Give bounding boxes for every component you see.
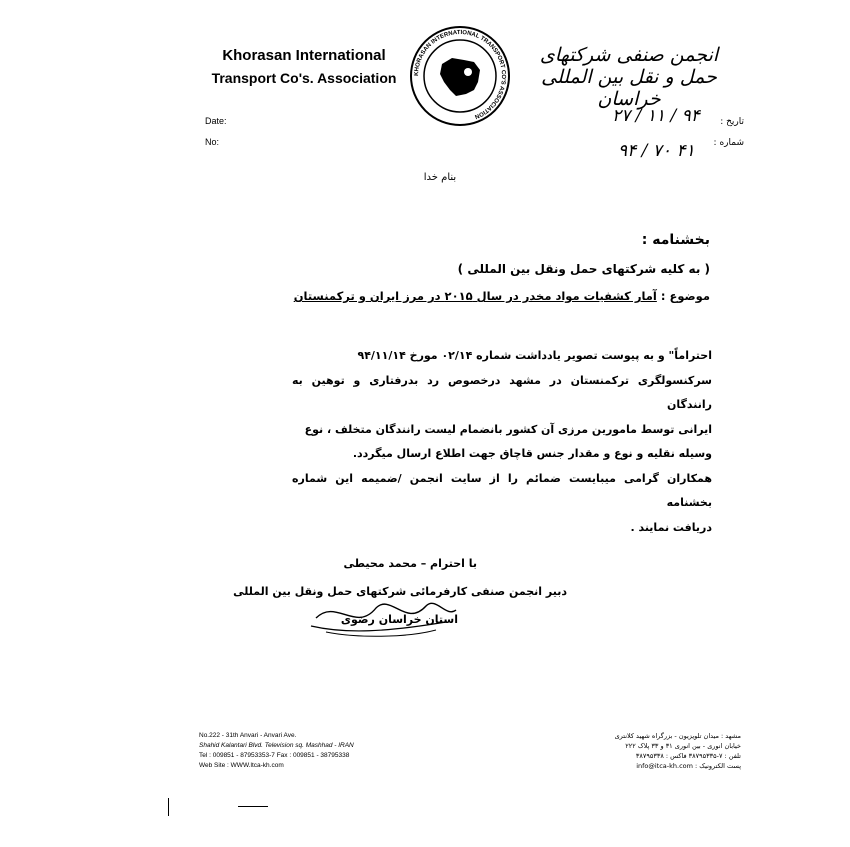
no-label-en: No: (205, 137, 220, 147)
letter-body (292, 344, 712, 540)
org-name-english (204, 44, 404, 90)
signer-title: دبیر انجمن صنفی کارفرمائی شرکتهای حمل ونقل بین المللی (233, 585, 567, 598)
footer-address-fa (566, 731, 741, 771)
footer-en-line: No.222 - 31th Anvari - Anvari Ave. (199, 732, 297, 739)
footer-fa-line: خیابان انوری - بین انوری ۳۱ و ۳۳ پلاک ۲۲۲ (625, 742, 741, 750)
body-line: همکاران گرامی میبایست ضمائم را از سایت انجمن /ضمیمه این شماره بخشنامه (292, 471, 712, 509)
footer-fa-line: تلفن : ۷-۳۸۷۹۵۳۳۵ فاکس : ۳۸۷۹۵۳۳۸ (635, 752, 741, 760)
body-line: احتراماً" و به پیوست تصویر یادداشت شماره ۰۲/۱۴ مورخ ۹۴/۱۱/۱۴ (357, 349, 712, 362)
addressee: ( به کلیه شرکتهای حمل ونقل بین المللی ) (457, 262, 710, 276)
bismillah: بنام خدا (423, 172, 457, 183)
footer-en-line: Shahid Kalantari Blvd. Television sq. Mashhad - IRAN (199, 742, 354, 749)
circular-title: بخشنامه : (641, 232, 710, 248)
body-line: وسیله نقلیه و نوع و مقدار جنس قاچاق جهت اطلاع ارسال میگردد. (352, 447, 712, 460)
scan-edge-mark (168, 798, 169, 816)
number-value: ۹۴ / ۷۰ ۴۱ (618, 141, 695, 161)
date-label-fa: تاریخ : (720, 117, 744, 127)
org-name-en-line2: Transport Co's. Association (211, 70, 397, 86)
org-name-persian: انجمن صنفی شرکتهای حمل و نقل بین المللی خراسان (539, 44, 719, 110)
footer-en-line: Tel : 009851 - 87953353-7 Fax : 009851 - 38795338 (199, 752, 350, 759)
subject-text: آمار کشفیات مواد مخدر در سال ۲۰۱۵ در مرز ایران و ترکمنستان (293, 289, 657, 303)
footer-fa-line: مشهد : میدان تلویزیون - بزرگراه شهید کلانتری (614, 732, 741, 740)
no-label-fa: شماره : (713, 138, 744, 148)
footer-address-en (199, 731, 419, 771)
date-label-en: Date: (205, 116, 227, 126)
handwritten-signature (296, 588, 466, 640)
svg-text:KHORASAN INTERNATIONAL TRANSPO: KHORASAN INTERNATIONAL TRANSPORT CO'S ASSOCIATION (413, 29, 507, 120)
body-line: ایرانی توسط مامورین مرزی آن کشور بانضمام لیست رانندگان متخلف ، نوع (304, 422, 712, 436)
body-line: دریافت نمایند . (630, 520, 712, 534)
signer-region: استان خراسان رضوی (340, 613, 458, 626)
footer-en-line: Web Site : WWW.ltca-kh.com (199, 762, 284, 769)
subject-line (294, 289, 710, 303)
date-value: ۲۷ / ۱۱ / ۹۴ (612, 106, 700, 126)
org-name-en-line1: Khorasan International (222, 47, 386, 64)
subject-label: موضوع : (660, 289, 710, 303)
closing-signature: با احترام – محمد محیطی (343, 557, 477, 570)
scan-edge-mark (238, 806, 268, 807)
footer-fa-line: پست الکترونیک : info@itca-kh.com (636, 762, 741, 770)
body-line: سرکنسولگری ترکمنستان در مشهد درخصوص رد بدرفتاری و توهین به رانندگان (292, 373, 712, 411)
association-logo (408, 24, 512, 128)
